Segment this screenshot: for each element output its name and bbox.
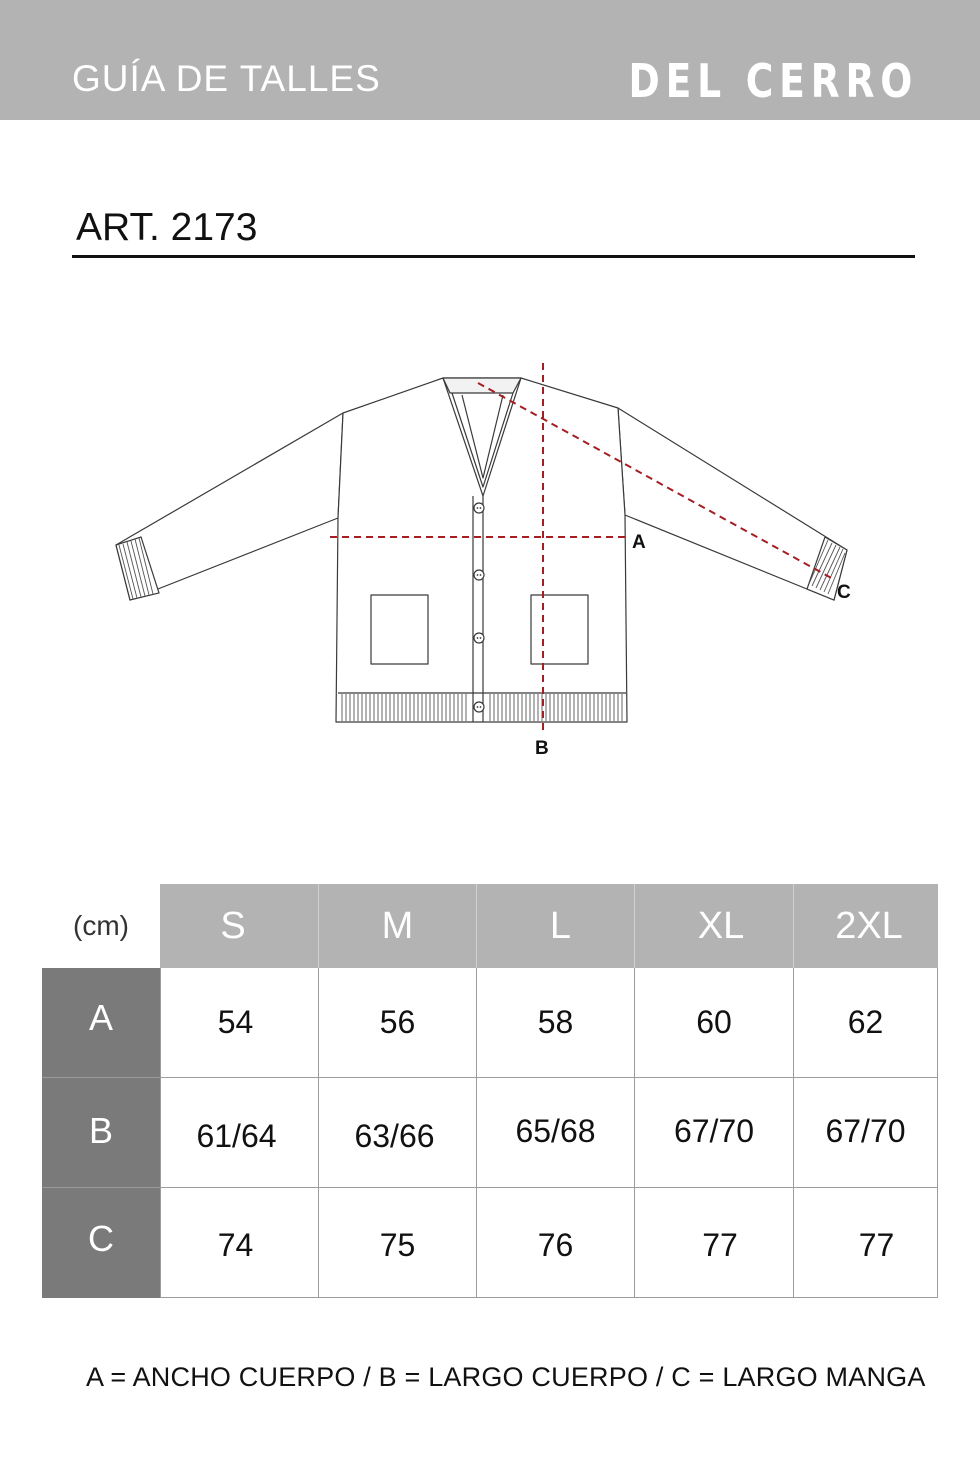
cell-c-s: 74 bbox=[160, 1188, 319, 1298]
unit-label: (cm) bbox=[73, 910, 129, 941]
cardigan-body bbox=[336, 378, 627, 722]
cell-c-m: 75 bbox=[319, 1188, 477, 1298]
article-divider bbox=[72, 255, 915, 258]
label-c: C bbox=[837, 582, 851, 603]
cell-a-m: 56 bbox=[319, 968, 477, 1078]
row-header-c: C bbox=[42, 1188, 160, 1298]
cell-c-xl: 77 bbox=[635, 1188, 794, 1298]
cell-b-2xl: 67/70 bbox=[794, 1078, 938, 1188]
size-header-s: S bbox=[160, 884, 319, 968]
cardigan-diagram bbox=[0, 300, 980, 780]
cell-c-l: 76 bbox=[477, 1188, 635, 1298]
measurement-legend: A = ANCHO CUERPO / B = LARGO CUERPO / C = LARGO MANGA bbox=[86, 1362, 926, 1392]
cell-b-l: 65/68 bbox=[477, 1078, 635, 1188]
right-pocket bbox=[531, 595, 588, 664]
article-number: ART. 2173 bbox=[76, 206, 258, 249]
label-b: B bbox=[535, 738, 549, 759]
cell-a-l: 58 bbox=[477, 968, 635, 1078]
cell-b-xl: 67/70 bbox=[635, 1078, 794, 1188]
size-header-l: L bbox=[477, 884, 635, 968]
cell-c-2xl: 77 bbox=[794, 1188, 938, 1298]
size-header-m: M bbox=[319, 884, 477, 968]
row-header-a: A bbox=[42, 968, 160, 1078]
cell-b-m: 63/66 bbox=[319, 1078, 477, 1188]
cell-a-2xl: 62 bbox=[794, 968, 938, 1078]
cell-a-s: 54 bbox=[160, 968, 319, 1078]
size-header-2xl: 2XL bbox=[794, 884, 938, 968]
cell-b-s: 61/64 bbox=[160, 1078, 319, 1188]
label-a: A bbox=[632, 532, 646, 553]
size-header-xl: XL bbox=[635, 884, 794, 968]
row-header-b: B bbox=[42, 1078, 160, 1188]
left-pocket bbox=[371, 595, 428, 664]
cell-a-xl: 60 bbox=[635, 968, 794, 1078]
page-title: GUÍA DE TALLES bbox=[72, 58, 381, 99]
brand-logo: DEL CERRO bbox=[628, 54, 918, 108]
header-bar bbox=[0, 0, 980, 120]
